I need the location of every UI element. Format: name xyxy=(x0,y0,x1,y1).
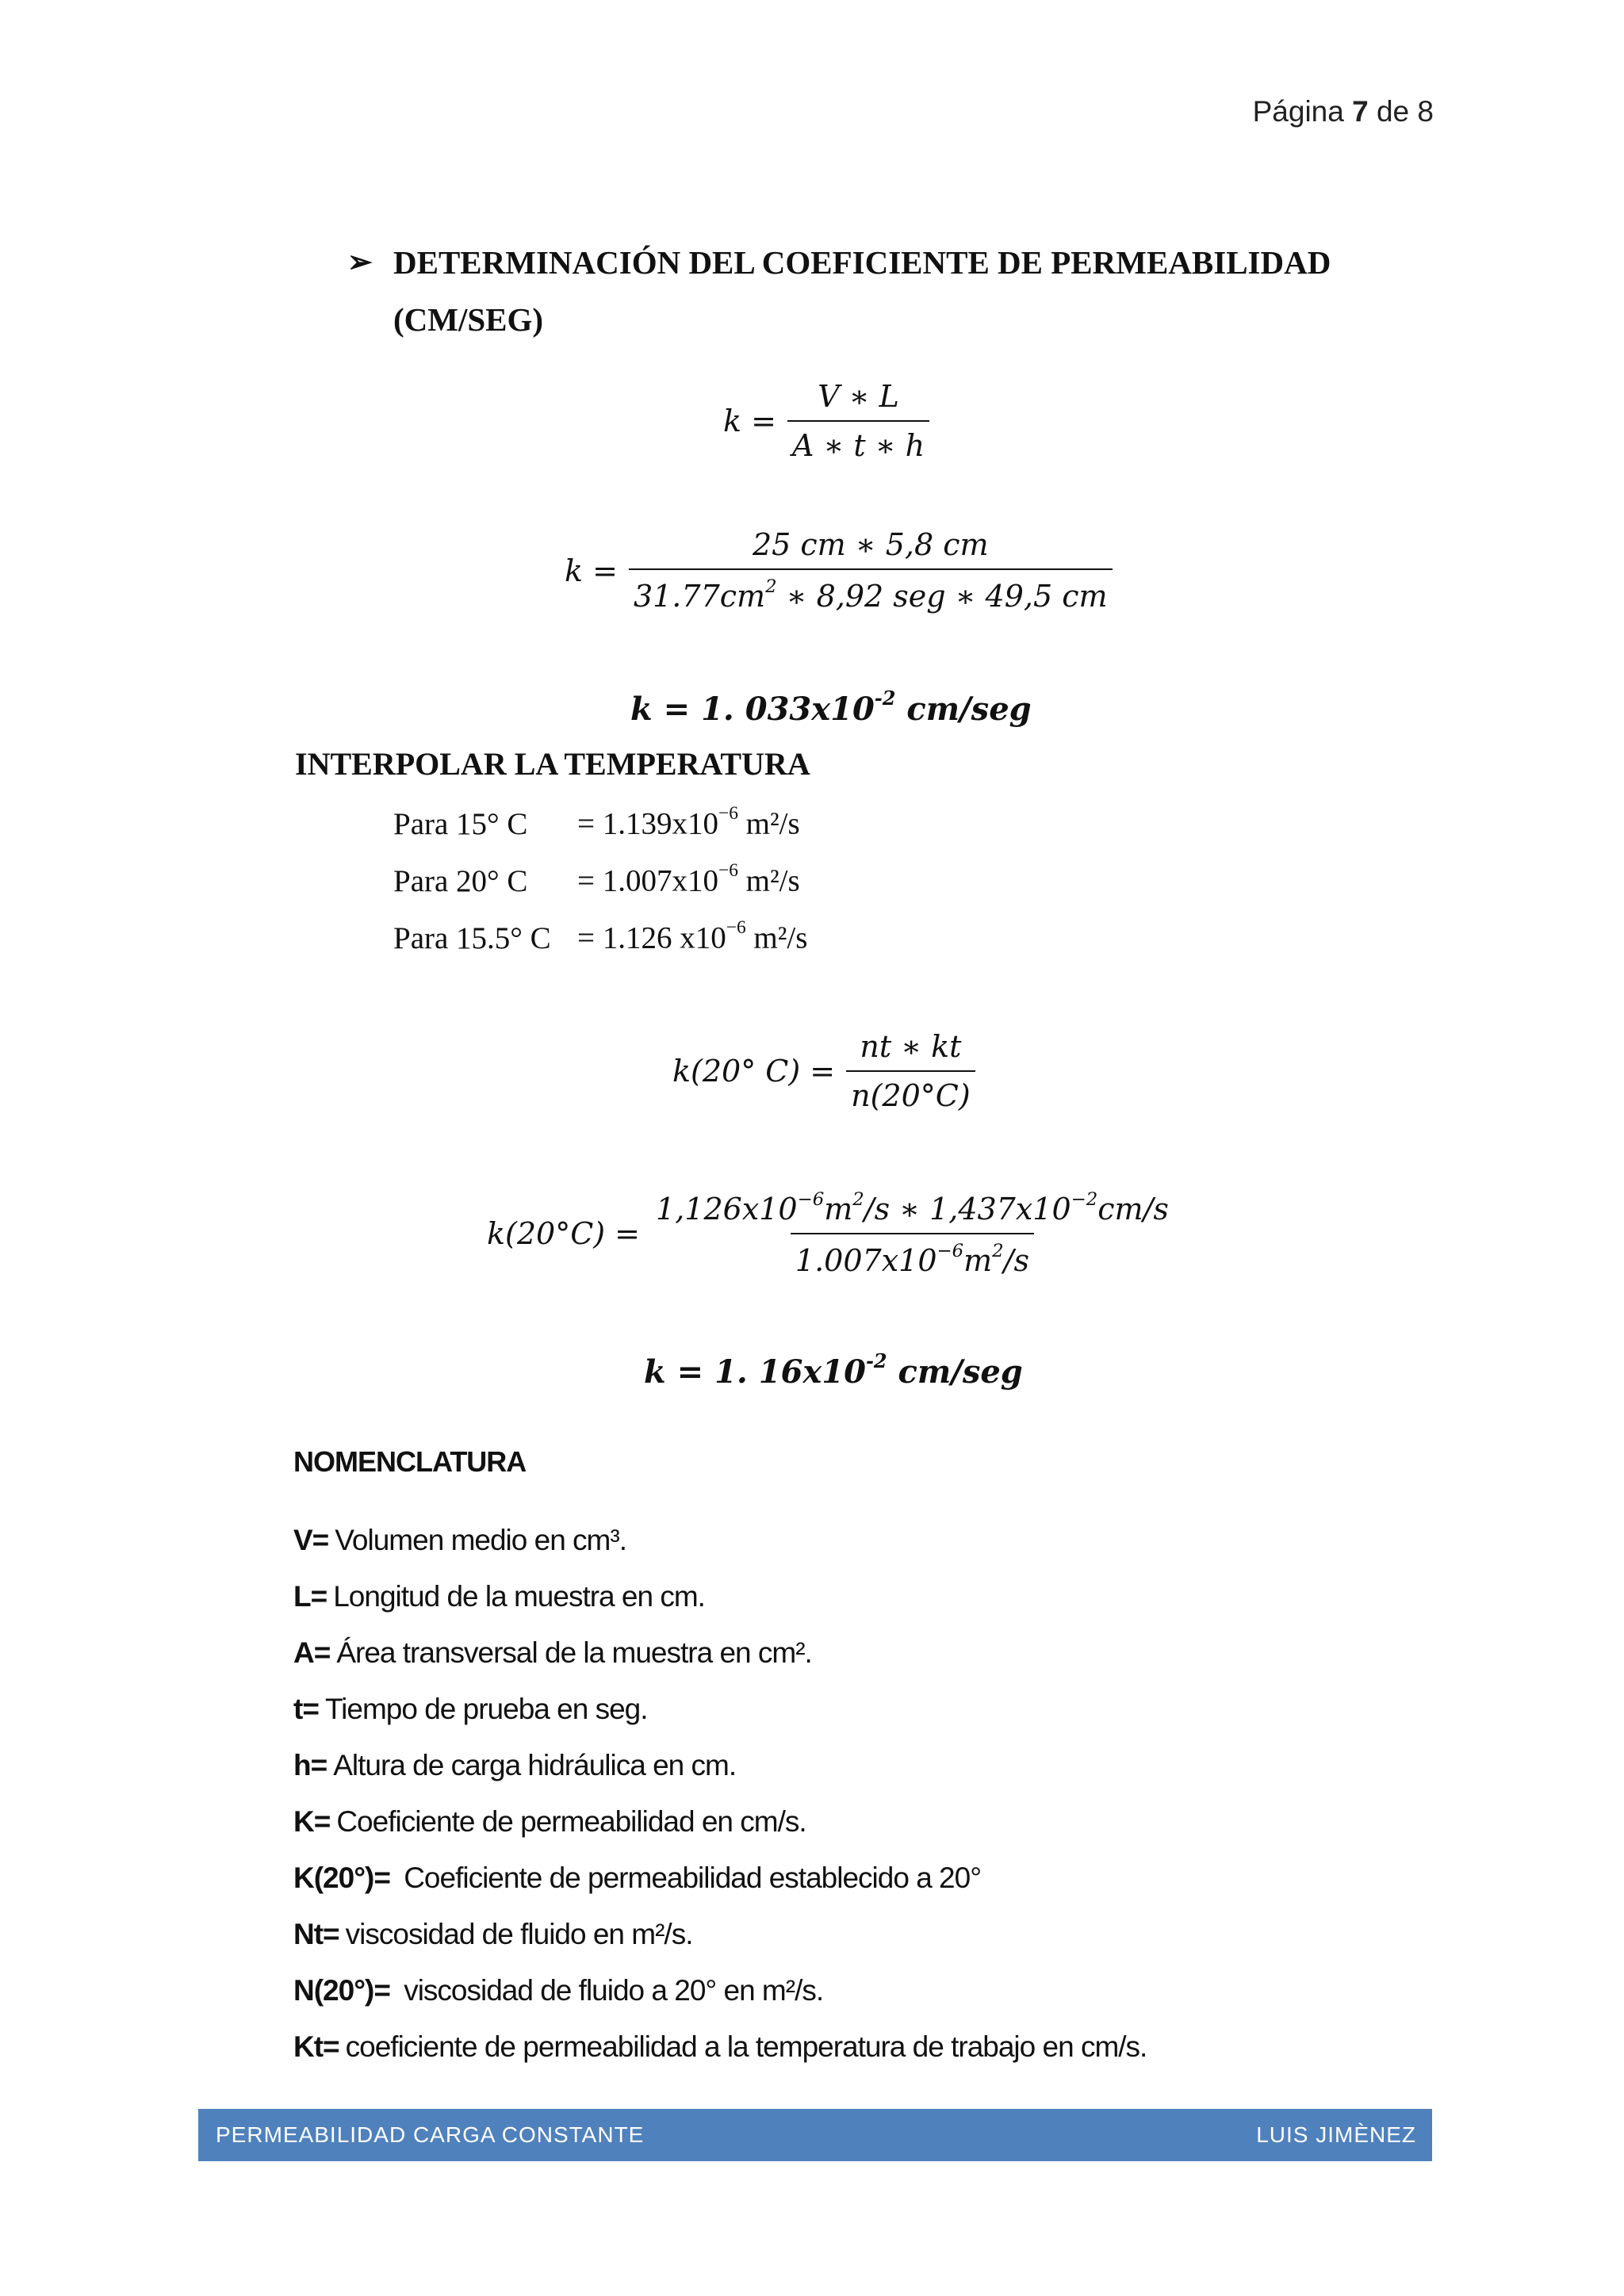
formula-denominator: n(20°C) xyxy=(846,1070,975,1113)
section-heading xyxy=(347,234,1386,348)
footer-author: LUIS JIMÈNEZ xyxy=(1256,2122,1416,2147)
formula-numerator: V ∗ L xyxy=(818,379,899,414)
nomenclature-item: Nt= viscosidad de fluido en m²/s. xyxy=(293,1918,693,1950)
formula-numerator: 25 cm ∗ 5,8 cm xyxy=(752,527,989,562)
page-footer xyxy=(198,2109,1432,2161)
interpolation-row: Para 20° $C = 1.007x10^{-6}$ m²/s xyxy=(393,860,800,898)
nomenclature-item: K= Coeficiente de permeabilidad en cm/s. xyxy=(293,1805,806,1838)
formula-denominator: A ∗ t ∗ h xyxy=(787,420,929,463)
interpolation-row: Para 15° $C = 1.139x10^{-6}$ m²/s xyxy=(393,803,800,841)
nomenclature-item: K(20°)= Coeficiente de permeabilidad establecido a 20° xyxy=(293,1862,982,1894)
formula-denominator: $31.77cm^2$ ∗ 8,92 seg ∗ 49,5 cm xyxy=(629,568,1113,614)
footer-title: PERMEABILIDAD CARGA CONSTANTE xyxy=(216,2122,645,2147)
nomenclature-item: L= Longitud de la muestra en cm. xyxy=(293,1580,705,1613)
interpolation-title: INTERPOLAR LA TEMPERATURA xyxy=(295,746,810,782)
result-k: k = 1. $033x10^{-2}$ cm/seg xyxy=(630,687,1032,729)
formula-k20-substitution: k(20°C) = $\frac{1,126x10^{-6}m^2/s ∗ 1,437x10^{-2}cm/s}{1.007x10^{-6}m^2/s}$ xyxy=(487,1189,1174,1278)
formula-k-substitution: k = $\frac{25 cm ∗ 5,8 cm}{31.77cm^2 ∗ 8,92 seg ∗ 49,5 cm}$ xyxy=(565,527,1113,614)
heading-line-2: (CM/SEG) xyxy=(393,301,544,338)
nomenclature-item: A= Área transversal de la muestra en cm². xyxy=(293,1636,812,1669)
page-number: Página 7 de 8 xyxy=(1252,95,1434,128)
formula-k20-definition: k(20° C) = $\frac{nt ∗ kt}{n(20^\circ C)}$ xyxy=(672,1029,975,1113)
heading-line-1: DETERMINACIÓN DEL COEFICIENTE DE PERMEABILIDAD xyxy=(393,244,1331,281)
nomenclature-item: h= Altura de carga hidráulica en cm. xyxy=(293,1749,737,1781)
nomenclature-item: Kt= coeficiente de permeabilidad a la temperatura de trabajo en cm/s. xyxy=(293,2030,1147,2063)
arrow-bullet-icon: ➢ xyxy=(347,246,373,279)
formula-denominator: $1.007x10^{-6}m^2/s$ xyxy=(791,1233,1034,1278)
nomenclature-item: N(20°)= viscosidad de fluido a 20° en m²/s. xyxy=(293,1974,824,2007)
nomenclature-item: t= Tiempo de prueba en seg. xyxy=(293,1693,648,1725)
formula-numerator: nt ∗ kt xyxy=(860,1029,962,1064)
nomenclature-item: V= Volumen medio en cm³. xyxy=(293,1524,626,1556)
formula-k-definition: k = $\frac{V ∗ L}{A ∗ t ∗ h}$ xyxy=(723,379,929,463)
formula-numerator: $1,126x10^{-6}m^2/s$ ∗ $1,437x10^{-2}cm/s$ xyxy=(656,1189,1169,1227)
interpolation-row: Para 15.5° C = 1.126 $x10^{-6}$ m²/s xyxy=(393,917,808,955)
nomenclature-title: NOMENCLATURA xyxy=(293,1445,527,1478)
result-k20: k = 1. $16x10^{-2}$ cm/seg xyxy=(644,1349,1023,1391)
